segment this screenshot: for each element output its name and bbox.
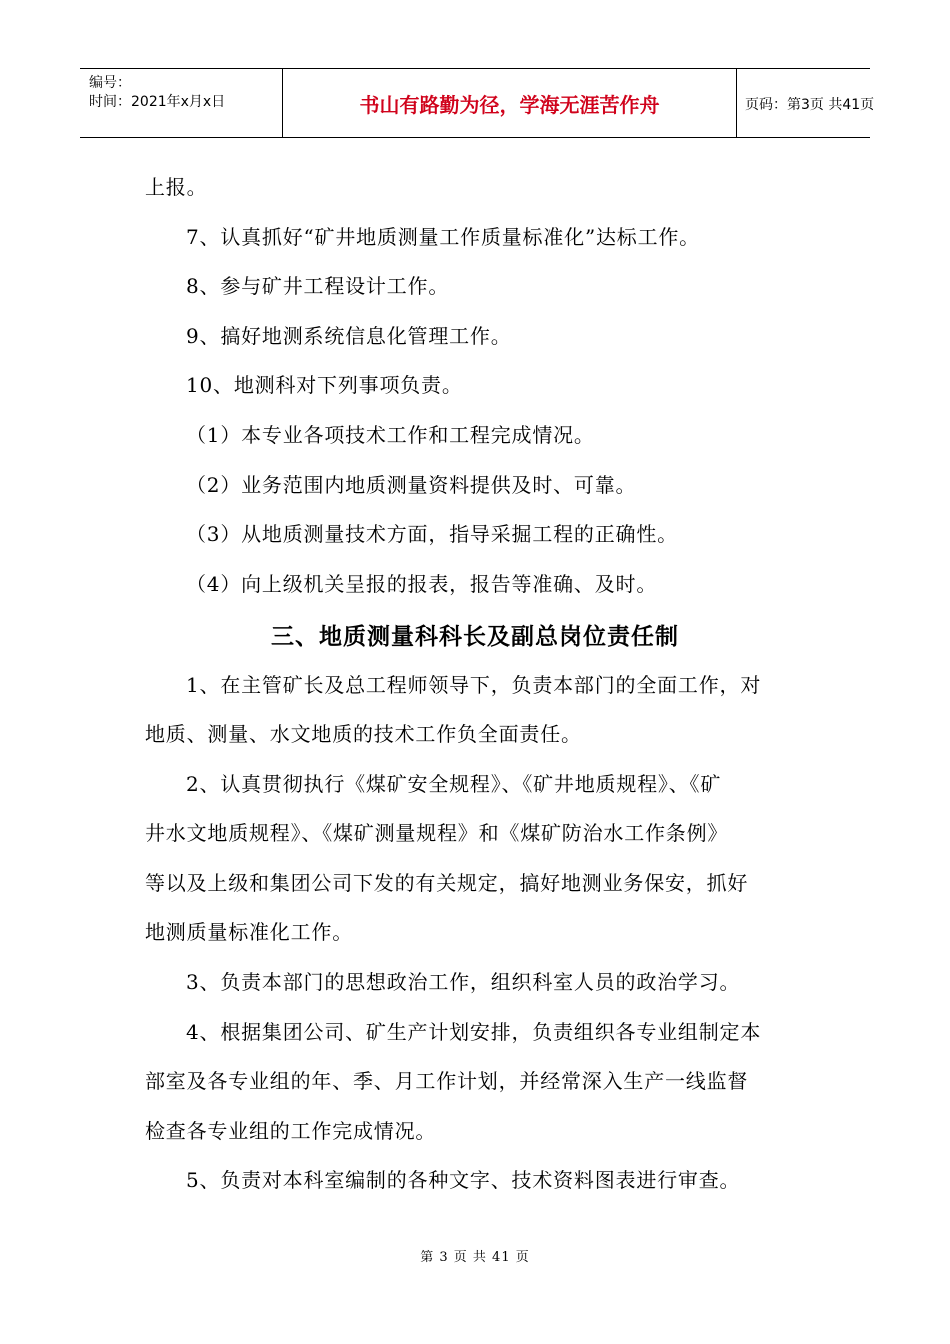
paragraph-line: 3、负责本部门的思想政治工作，组织科室人员的政治学习。: [186, 970, 741, 994]
paragraph-line: 等以及上级和集团公司下发的有关规定，搞好地测业务保安，抓好: [145, 871, 749, 895]
paragraph-item-10: 10、地测科对下列事项负责。: [186, 373, 463, 397]
paragraph-item-8: 8、参与矿井工程设计工作。: [186, 274, 450, 298]
paragraph-line: 1、在主管矿长及总工程师领导下，负责本部门的全面工作，对: [186, 673, 762, 697]
paragraph-line: 部室及各专业组的年、季、月工作计划，并经常深入生产一线监督: [145, 1069, 749, 1093]
page-header: [80, 68, 875, 138]
header-meta-cell: [80, 69, 282, 137]
sub-item-4: （4）向上级机关呈报的报表，报告等准确、及时。: [186, 572, 658, 596]
paragraph-item-9: 9、搞好地测系统信息化管理工作。: [186, 324, 512, 348]
header-motto-cell: [282, 69, 737, 137]
page-footer: 第 3 页 共 41 页: [420, 1250, 530, 1265]
header-motto: 书山有路勤为径，学海无涯苦作舟: [359, 93, 660, 117]
paragraph-line: 检查各专业组的工作完成情况。: [145, 1119, 437, 1143]
paragraph-line: 2、认真贯彻执行《煤矿安全规程》、《矿井地质规程》、《矿: [186, 772, 722, 796]
sub-item-2: （2）业务范围内地质测量资料提供及时、可靠。: [186, 473, 637, 497]
sub-item-1: （1）本专业各项技术工作和工程完成情况。: [186, 423, 595, 447]
paragraph-line: 地测质量标准化工作。: [145, 920, 353, 944]
header-page-cell: [736, 69, 875, 137]
header-page-code: 页码：第3页 共41页: [745, 97, 875, 113]
document-number-label: 编号：: [89, 75, 131, 91]
paragraph-line: 4、根据集团公司、矿生产计划安排，负责组织各专业组制定本: [186, 1020, 762, 1044]
paragraph-line: 上报。: [145, 175, 208, 199]
paragraph-line: 5、负责对本科室编制的各种文字、技术资料图表进行审查。: [186, 1168, 741, 1192]
paragraph-item-7: 7、认真抓好“矿井地质测量工作质量标准化”达标工作。: [186, 225, 700, 249]
sub-item-3: （3）从地质测量技术方面，指导采掘工程的正确性。: [186, 522, 678, 546]
document-time-label: 时间：2021年x月x日: [89, 94, 226, 110]
paragraph-line: 井水文地质规程》、《煤矿测量规程》和《煤矿防治水工作条例》: [145, 821, 729, 845]
paragraph-line: 地质、测量、水文地质的技术工作负全面责任。: [145, 722, 582, 746]
section-heading: 三、地质测量科科长及副总岗位责任制: [271, 624, 679, 650]
